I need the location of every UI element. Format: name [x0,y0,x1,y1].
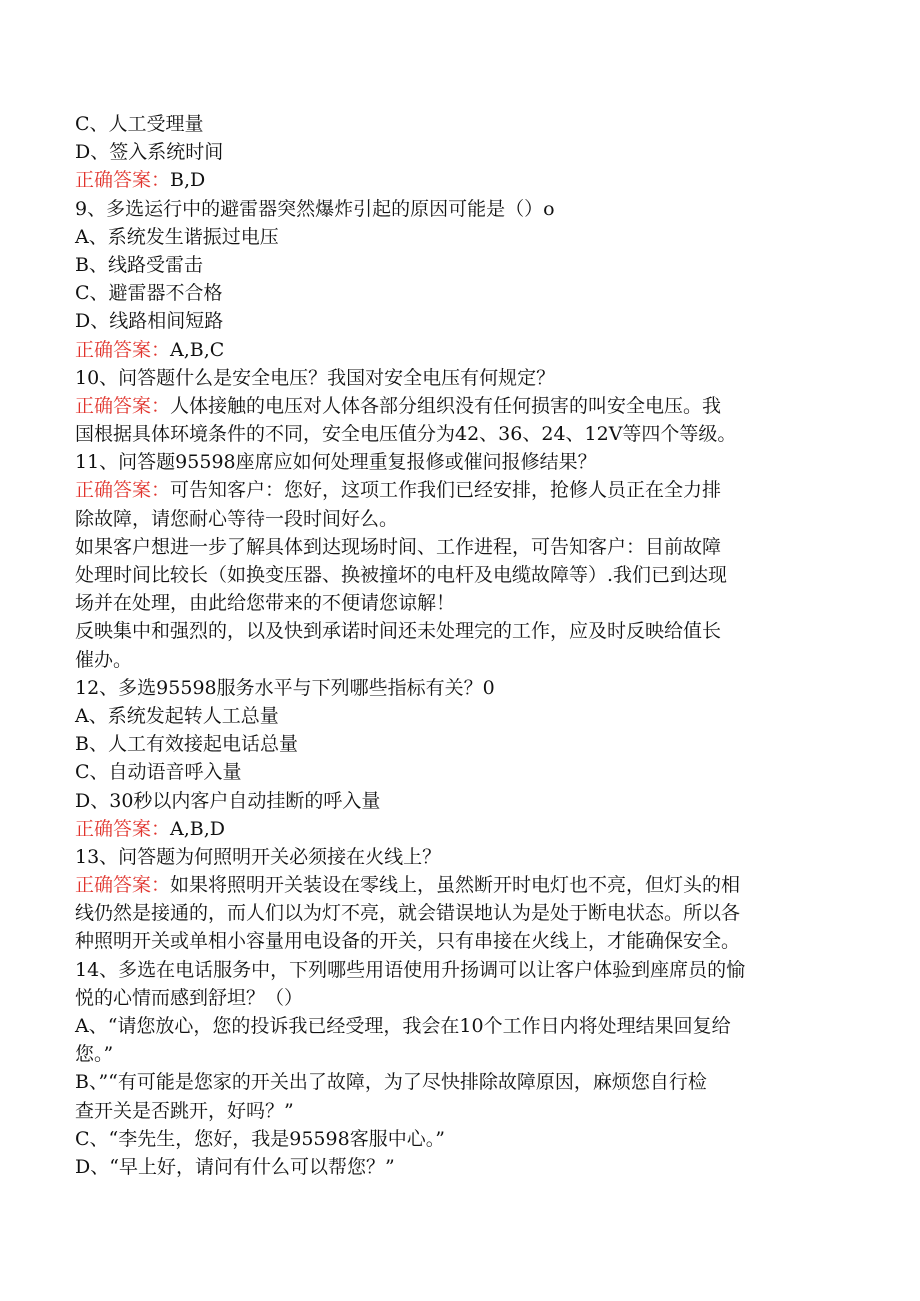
text-line: A、系统发起转人工总量 [75,704,279,727]
text-line: 14、多选在电话服务中，下列哪些用语使用升扬调可以让客户体验到座席员的愉 [75,958,746,981]
text-line: D、30秒以内客户自动挂断的呼入量 [75,789,381,812]
text-line: 种照明开关或单相小容量用电设备的开关，只有串接在火线上，才能确保安全。 [75,930,741,953]
text-line: B、人工有效接起电话总量 [75,733,298,756]
answer-text: B,D [170,169,206,192]
answer-line [75,166,855,194]
text-line: C、“李先生，您好，我是95598客服中心。” [75,1127,445,1150]
text-line: A、系统发生谐振过电压 [75,225,279,248]
text-line: 您。” [75,1043,114,1066]
answer-text: 人体接触的电压对人体各部分组织没有任何损害的叫安全电压。我 [170,394,722,417]
text-line: D、“早上好，请问有什么可以帮您？” [75,1155,395,1178]
text-line: 处理时间比较长（如换变压器、换被撞坏的电杆及电缆故障等）.我们已到达现 [75,564,728,586]
text-line: 除故障，请您耐心等待一段时间好么。 [75,507,399,530]
text-line: A、“请您放心，您的投诉我已经受理，我会在10个工作日内将处理结果回复给 [75,1015,731,1037]
text-line: 如果客户想进一步了解具体到达现场时间、工作进程，可告知客户：目前故障 [75,535,722,558]
answer-text: A,B,D [170,817,226,840]
text-line: 查开关是否跳开，好吗？” [75,1099,294,1122]
answer-text: A,B,C [170,338,225,361]
text-line: 国根据具体环境条件的不同，安全电压值分为42、36、24、12V等四个等级。 [75,423,737,446]
answer-line [75,476,855,504]
answer-label: 正确答案： [75,169,171,192]
text-line: D、线路相间短路 [75,310,224,333]
answer-label: 正确答案： [75,394,171,417]
text-line: C、避雷器不合格 [75,282,223,305]
answer-line [75,815,855,843]
answer-label: 正确答案： [75,817,171,840]
answer-line [75,871,855,899]
text-line: C、自动语音呼入量 [75,761,242,784]
text-line: B、线路受雷击 [75,253,203,276]
text-line: 10、问答题什么是安全电压？我国对安全电压有何规定？ [75,366,556,389]
text-line: 悦的心情而感到舒坦？（） [75,986,304,1009]
answer-label: 正确答案： [75,479,171,502]
text-line: 9、多选运行中的避雷器突然爆炸引起的原因可能是（）o [75,197,555,220]
text-line: 11、问答题95598座席应如何处理重复报修或催问报修结果？ [75,451,597,474]
text-line: 12、多选95598服务水平与下列哪些指标有关？0 [75,676,495,699]
answer-label: 正确答案： [75,874,171,897]
answer-text: 如果将照明开关装设在零线上，虽然断开时电灯也不亮，但灯头的相 [170,874,741,897]
text-line: D、签入系统时间 [75,141,224,164]
text-line: 催办。 [75,648,133,671]
text-line: 反映集中和强烈的，以及快到承诺时间还未处理完的工作，应及时反映给值长 [75,620,722,643]
text-line: 13、问答题为何照明开关必须接在火线上？ [75,845,442,868]
text-line: C、人工受理量 [75,113,204,135]
document-page [75,110,855,1181]
text-line: 场并在处理，由此给您带来的不便请您谅解！ [75,592,456,615]
text-line: 线仍然是接通的，而人们以为灯不亮，就会错误地认为是处于断电状态。所以各 [75,902,741,925]
answer-line [75,336,855,364]
answer-text: 可告知客户：您好，这项工作我们已经安排，抢修人员正在全力排 [170,479,722,502]
text-line: B、”“有可能是您家的开关出了故障，为了尽快排除故障原因，麻烦您自行检 [75,1071,707,1094]
answer-line [75,392,855,420]
answer-label: 正确答案： [75,338,171,361]
